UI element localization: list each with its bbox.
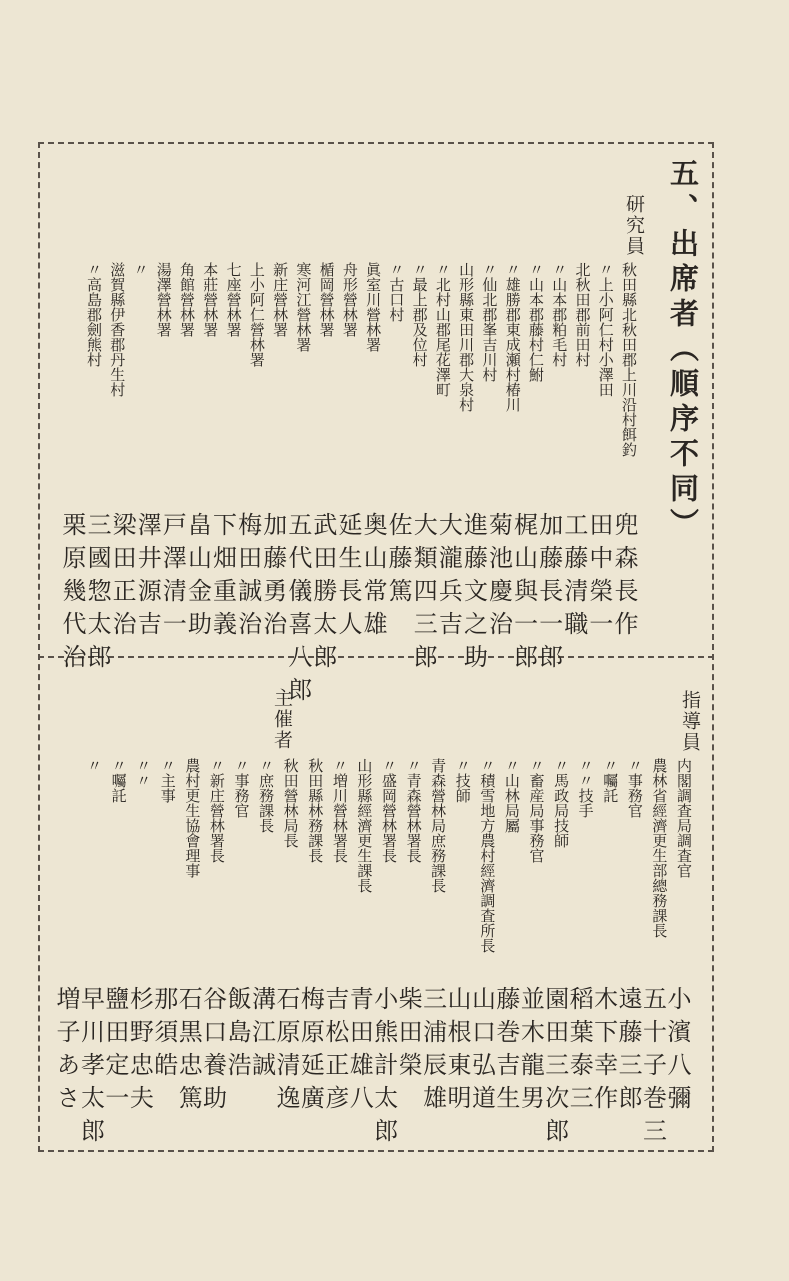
affiliation-column: 〃雄勝郡東成瀬村椿川 — [503, 262, 522, 412]
affiliation-column: 山形縣經濟更生課長 — [355, 758, 374, 893]
name-column: 畠山金助 — [183, 512, 212, 644]
name-column: 三浦辰雄 — [418, 986, 447, 1118]
name-column: 菊池慶治 — [484, 512, 513, 644]
name-column: 稻葉泰三 — [565, 986, 594, 1118]
name-column: 藤巻吉生 — [491, 986, 520, 1118]
affiliation-column: 新庄營林署 — [271, 262, 290, 337]
affiliation-column: 〃新庄營林署長 — [207, 758, 226, 863]
name-column: 小熊計太郎 — [369, 986, 398, 1151]
affiliation-column: 湯澤營林署 — [154, 262, 173, 337]
name-column: 山根東明 — [443, 986, 472, 1118]
name-column: 工藤清職 — [559, 512, 588, 644]
name-column: 柴田榮 — [394, 986, 423, 1085]
affiliation-column: 〃高島郡劍熊村 — [85, 262, 103, 367]
affiliation-column: 〃上小阿仁村小澤田 — [596, 262, 615, 397]
affiliation-column: 角館營林署 — [178, 262, 197, 337]
name-column: 青田雄八 — [345, 986, 374, 1118]
name-column: 遠藤三郎 — [614, 986, 643, 1118]
affiliation-column: 〃技師 — [453, 758, 472, 803]
affiliation-column: 〃事務官 — [625, 758, 644, 818]
affiliation-column: 〃積雪地方農村經濟調査所長 — [478, 758, 497, 953]
name-column: 奥山常雄 — [359, 512, 388, 644]
name-column: 武田勝太郎 — [308, 512, 337, 677]
affiliation-column: 〃主事 — [158, 758, 177, 803]
name-column: 吉松正彦 — [320, 986, 349, 1118]
organizers-label: 主催者 — [271, 688, 293, 751]
affiliation-column: 上小阿仁營林署 — [247, 262, 266, 367]
name-column: 那須皓 — [149, 986, 178, 1085]
name-column: 延生長人 — [334, 512, 362, 644]
affiliation-column: 秋田縣林務課長 — [306, 758, 325, 863]
advisors-label: 指導員 — [679, 690, 701, 753]
name-column: 澤井源吉 — [133, 512, 162, 644]
name-column: 木下幸作 — [589, 986, 618, 1118]
affiliation-column: 〃畜産局事務官 — [527, 758, 546, 863]
name-column: 栗原幾代治 — [58, 512, 86, 677]
name-column: 並木龍男 — [516, 986, 545, 1118]
name-column: 梶山與一郎 — [509, 512, 538, 677]
affiliation-column: 〃庶務課長 — [257, 758, 276, 833]
name-column: 五代儀喜八郎 — [283, 512, 312, 710]
name-column: 石黒忠篤 — [174, 986, 203, 1118]
name-column: 進藤文之助 — [459, 512, 488, 677]
affiliation-column: 秋田縣北秋田郡上川沿村餌釣 — [620, 262, 638, 457]
name-column: 早川孝太郎 — [76, 986, 105, 1151]
name-column: 戸澤清一 — [158, 512, 187, 644]
affiliation-column: 舟形營林署 — [340, 262, 359, 337]
name-column: 飯島浩 — [223, 986, 252, 1085]
affiliation-column: 眞室川營林署 — [364, 262, 383, 352]
name-column: 下畑重義 — [208, 512, 237, 644]
affiliation-column: 滋賀縣伊香郡丹生村 — [108, 262, 127, 397]
affiliation-column: 楯岡營林署 — [317, 262, 336, 337]
name-column: 梁田正治 — [108, 512, 137, 644]
affiliation-column: 〃〃 — [134, 758, 153, 788]
name-column: 谷口養助 — [198, 986, 227, 1118]
name-column: 五十子巻三 — [638, 986, 667, 1151]
section-heading: 五、出席者（順序不同） — [666, 158, 700, 543]
affiliation-column: 寒河江營林署 — [294, 262, 313, 352]
affiliation-column: 〃北村山郡尾花澤町 — [433, 262, 452, 397]
name-column: 梅原延廣 — [296, 986, 325, 1118]
affiliation-column: 〃青森營林署長 — [404, 758, 423, 863]
affiliation-column: 秋田營林局長 — [281, 758, 300, 848]
affiliation-column: 農林省經濟更生部總務課長 — [650, 758, 669, 938]
name-column: 園田三次郎 — [540, 986, 569, 1151]
affiliation-column: 〃事務官 — [232, 758, 251, 818]
affiliation-column: 〃山林局屬 — [502, 758, 521, 833]
name-column: 大瀧兵吉 — [434, 512, 463, 644]
affiliation-column: 〃山本郡藤村仁鮒 — [526, 262, 545, 382]
name-column: 梅田誠治 — [233, 512, 262, 644]
affiliation-column: 山形縣東田川郡大泉村 — [457, 262, 476, 412]
affiliation-column: 七座營林署 — [224, 262, 243, 337]
researchers-label: 研究員 — [623, 194, 645, 257]
name-column: 加藤長一郎 — [534, 512, 563, 677]
name-column: 加藤勇治 — [258, 512, 287, 644]
name-column: 田中榮一 — [584, 512, 613, 644]
name-column: 三國惣太郎 — [83, 512, 112, 677]
affiliation-column: 〃 — [131, 262, 150, 277]
affiliation-column: 〃仙北郡峯吉川村 — [480, 262, 499, 382]
name-column: 杉野忠夫 — [125, 986, 154, 1118]
affiliation-column: 青森營林局庶務課長 — [429, 758, 448, 893]
name-column: 小濱八彌 — [663, 986, 691, 1118]
affiliation-column: 〃増川營林署長 — [330, 758, 349, 863]
affiliation-column: 北秋田郡前田村 — [573, 262, 592, 367]
affiliation-column: 〃馬政局技師 — [552, 758, 571, 848]
name-column: 大類四三郎 — [409, 512, 438, 677]
name-column: 溝江誠 — [247, 986, 276, 1085]
name-column: 佐藤篤 — [384, 512, 413, 611]
section-divider — [38, 656, 714, 658]
affiliation-column: 〃山本郡粕毛村 — [550, 262, 569, 367]
name-column: 鹽田定一 — [100, 986, 129, 1118]
name-column: 兜森長作 — [610, 512, 638, 644]
name-column: 増子あさ — [52, 986, 80, 1118]
affiliation-column: 〃盛岡營林署長 — [380, 758, 398, 863]
affiliation-column: 〃最上郡及位村 — [410, 262, 429, 367]
affiliation-column: 農村更生協會理事 — [183, 758, 202, 878]
affiliation-column: 〃古口村 — [387, 262, 406, 322]
affiliation-column: 本莊營林署 — [201, 262, 220, 337]
affiliation-column: 〃〃技手 — [576, 758, 595, 818]
affiliation-column: 内閣調査局調査官 — [675, 758, 693, 878]
name-column: 山口弘道 — [467, 986, 496, 1118]
affiliation-column: 〃 — [85, 758, 103, 773]
affiliation-column: 〃囑託 — [109, 758, 128, 803]
name-column: 石原清逸 — [271, 986, 300, 1118]
affiliation-column: 〃囑託 — [601, 758, 620, 803]
